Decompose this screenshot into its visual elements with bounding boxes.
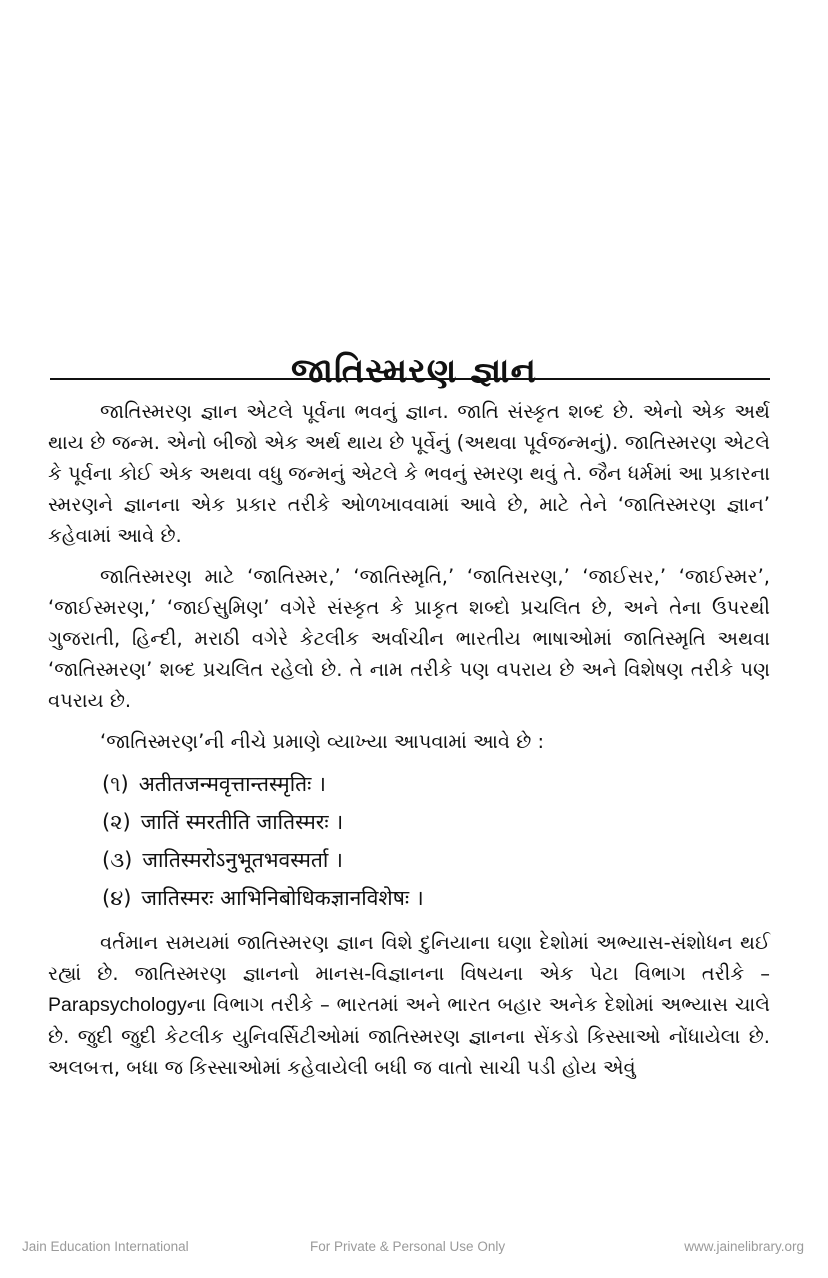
- page-title: [0, 349, 828, 393]
- title-underline-divider: [50, 378, 770, 380]
- footer-usage-notice: For Private & Personal Use Only: [310, 1239, 506, 1254]
- definitions-intro: ‘જાતિસ્મરણ’ની નીચે પ્રમાણે વ્યાખ્યા આપવામાં આવે છે :: [100, 730, 545, 753]
- definition-text: जातिस्मरोऽनुभूतभवस्मर्ता ।: [142, 848, 343, 872]
- definition-number: (૪): [102, 886, 132, 910]
- definition-text: अतीतजन्मवृत्तान्तस्मृतिः ।: [138, 772, 327, 796]
- definition-item: [102, 879, 770, 917]
- definition-item: [102, 841, 770, 879]
- paragraph-modern-research: [48, 927, 770, 1083]
- article-body: [48, 396, 770, 1093]
- definition-text: जातिं स्मरतीति जातिस्मरः ।: [140, 810, 344, 834]
- page-title-text: જાતિસ્મરણ જ્ઞાન: [291, 350, 537, 391]
- parapsychology-term: Parapsychology: [48, 994, 187, 1016]
- definition-number: (૩): [102, 848, 133, 872]
- footer-publisher: Jain Education International: [22, 1239, 189, 1254]
- definition-item: [102, 765, 770, 803]
- footer-website-link[interactable]: www.jainelibrary.org: [684, 1239, 804, 1254]
- definition-number: (૧): [102, 772, 129, 796]
- paragraph-text-part: વર્તમાન સમયમાં જાતિસ્મરણ જ્ઞાન વિશે દુનિયાના ઘણા દેશોમાં અભ્યાસ-સંશોધન થઈ રહ્યાં છે. જાતિસ્મરણ જ્ઞાનનો માનસ-વિજ્ઞાનના વિષયના એક પેટા વિભાગ તરીકે –: [48, 931, 770, 985]
- page-footer: [0, 1239, 828, 1259]
- definition-number: (૨): [102, 810, 131, 834]
- definitions-list: [48, 765, 770, 917]
- paragraph-definition-intro: જાતિસ્મરણ જ્ઞાન એટલે પૂર્વના ભવનું જ્ઞાન. જાતિ સંસ્કૃત શબ્દ છે. એનો એક અર્થ થાય છે જન્મ. એનો બીજો એક અર્થ થાય છે પૂર્વેનું (અથવા પૂર્વજન્મનું). જાતિસ્મરણ એટલે કે પૂર્વના કોઈ એક અથવા વધુ જન્મનું એટલે કે ભવનું સ્મરણ થવું તે. જૈન ધર્મમાં આ પ્રકારના સ્મરણને જ્ઞાનના એક પ્રકાર તરીકે ઓળખાવવામાં આવે છે, માટે તેને ‘જાતિસ્મરણ જ્ઞાન’ કહેવામાં આવે છે.: [48, 400, 770, 547]
- paragraph-synonyms: જાતિસ્મરણ માટે ‘જાતિસ્મર,’ ‘જાતિસ્મૃતિ,’ ‘જાતિસરણ,’ ‘જાઈસર,’ ‘જાઈસ્મર’, ‘જાઈસ્મરણ,’ ‘જાઈસુમિણ’ વગેરે સંસ્કૃત કે પ્રાકૃત શબ્દો પ્રચલિત છે, અને તેના ઉપરથી ગુજરાતી, હિન્દી, મરાઠી વગેરે કેટલીક અર્વાચીન ભારતીય ભાષાઓમાં જાતિસ્મૃતિ અથવા ‘જાતિસ્મરણ’ શબ્દ પ્રચલિત રહેલો છે. તે નામ તરીકે પણ વપરાય છે અને વિશેષણ તરીકે પણ વપરાય છે.: [48, 565, 770, 712]
- definition-text: जातिस्मरः आभिनिबोधिकज्ञानविशेषः ।: [141, 886, 424, 910]
- paragraph-text-part: ના વિભાગ તરીકે – ભારતમાં અને ભારત બહાર અનેક દેશોમાં અભ્યાસ ચાલે છે. જુદી જુદી કેટલીક યુનિવર્સિટીઓમાં જાતિસ્મરણ જ્ઞાનના સેંકડો કિસ્સાઓ નોંધાયેલા છે. અલબત્ત, બધા જ કિસ્સાઓમાં કહેવાયેલી બધી જ વાતો સાચી પડી હોય એવું: [48, 993, 770, 1079]
- definition-item: [102, 803, 770, 841]
